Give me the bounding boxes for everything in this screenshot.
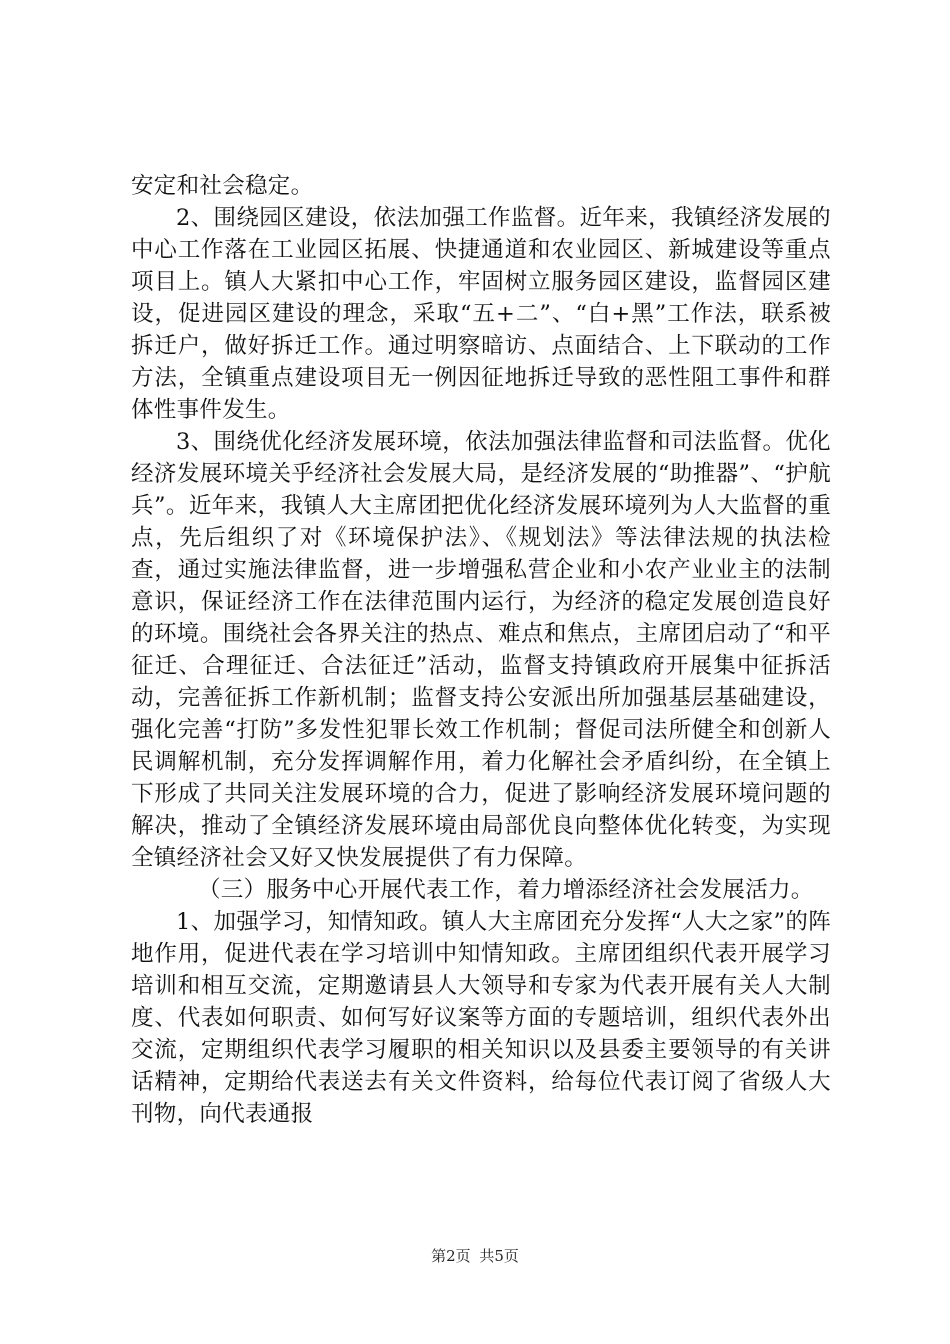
section-heading-representative-work: （三）服务中心开展代表工作，着力增添经济社会发展活力。: [198, 877, 814, 903]
paragraph-study-and-learning: 1、加强学习，知情知政。镇人大主席团充分发挥“人大之家”的阵地作用，促进代表在学习培训中知情知政。主席团组织代表开展学习培训和相互交流，定期邀请县人大领导和专家为代表开展有关人大制度、代表如何职责、如何写好议案等方面的专题培训，组织代表外出交流，定期组织代表学习履职的相关知识以及县委主要领导的有关讲话精神，定期给代表送去有关文件资料，给每位代表订阅了省级人大刊物，向代表通报: [131, 909, 831, 1127]
page-footer: [0, 1245, 950, 1266]
paragraph-continuation: 安定和社会稳定。: [131, 173, 314, 199]
paragraph-park-construction: 2、围绕园区建设，依法加强工作监督。近年来，我镇经济发展的中心工作落在工业园区拓展、快捷通道和农业园区、新城建设等重点项目上。镇人大紧扣中心工作，牢固树立服务园区建设，监督园区建设，促进园区建设的理念，采取“五+二”、“白+黑”工作法，联系被拆迁户，做好拆迁工作。通过明察暗访、点面结合、上下联动的工作方法，全镇重点建设项目无一例因征地拆迁导致的恶性阻工事件和群体性事件发生。: [131, 205, 831, 423]
document-body: [131, 170, 831, 1130]
paragraph-economic-environment: 3、围绕优化经济发展环境，依法加强法律监督和司法监督。优化经济发展环境关乎经济社会发展大局，是经济发展的“助推器”、“护航兵”。近年来，我镇人大主席团把优化经济发展环境列为人大监督的重点，先后组织了对《环境保护法》、《规划法》等法律法规的执法检查，通过实施法律监督，进一步增强私营企业和小农产业业主的法制意识，保证经济工作在法律范围内运行，为经济的稳定发展创造良好的环境。围绕社会各界关注的热点、难点和焦点，主席团启动了“和平征迁、合理征迁、合法征迁”活动，监督支持镇政府开展集中征拆活动，完善征拆工作新机制；监督支持公安派出所加强基层基础建设，强化完善“打防”多发性犯罪长效工作机制；督促司法所健全和创新人民调解机制，充分发挥调解作用，着力化解社会矛盾纠纷，在全镇上下形成了共同关注发展环境的合力，促进了影响经济发展环境问题的解决，推动了全镇经济发展环境由局部优良向整体优化转变，为实现全镇经济社会又好又快发展提供了有力保障。: [131, 429, 831, 871]
page-number: 第2页: [431, 1247, 471, 1265]
page-total: 共5页: [479, 1247, 519, 1265]
